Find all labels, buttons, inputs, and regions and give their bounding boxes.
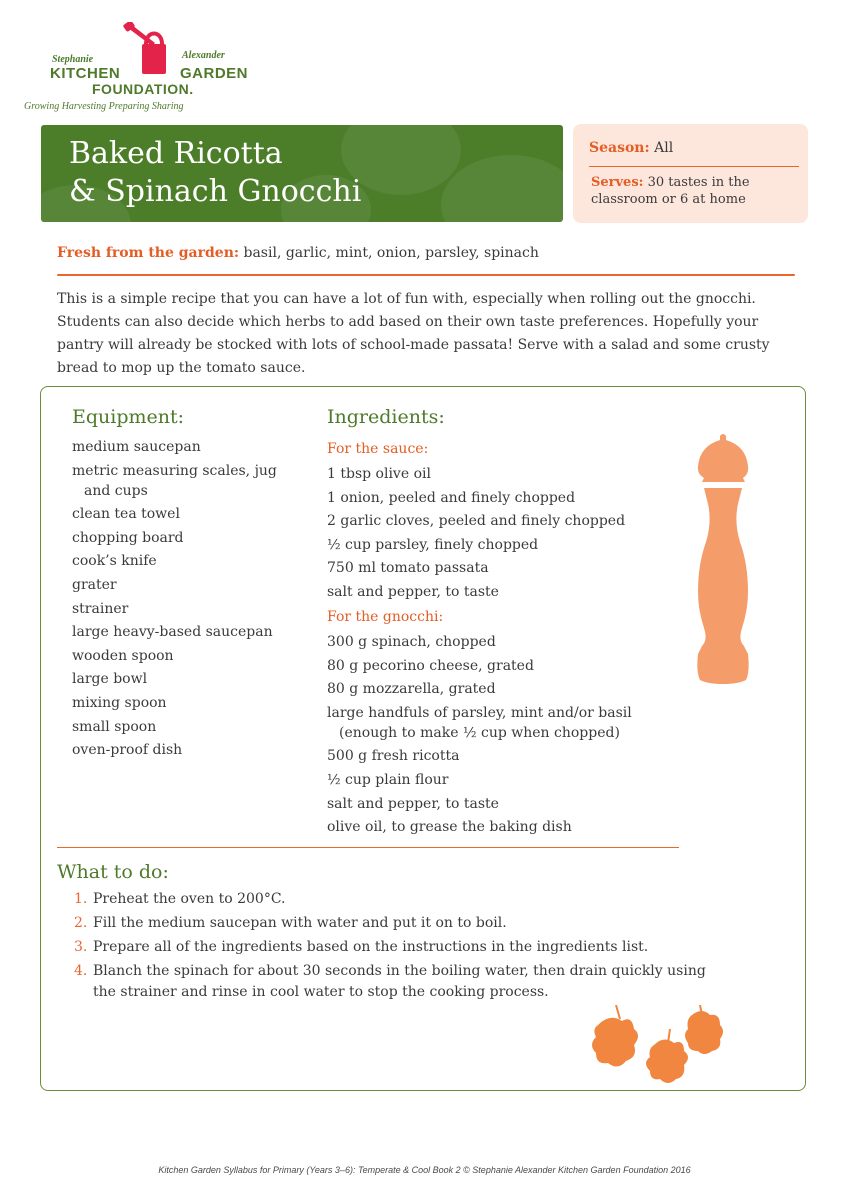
equipment-item-text: wooden spoon	[72, 647, 174, 664]
method-step	[74, 913, 714, 934]
step-number: 2.	[74, 915, 88, 931]
gnocchi-ingredient-text: 500 g fresh ricotta	[327, 748, 460, 765]
logo-tagline: Growing Harvesting Preparing Sharing	[24, 101, 184, 112]
equipment-item	[72, 622, 302, 642]
gnocchi-ingredient-text: 80 g pecorino cheese, grated	[327, 657, 534, 674]
pepper-grinder-icon	[688, 432, 758, 687]
gnocchi-ingredient	[327, 656, 687, 676]
logo-small-right: Alexander	[182, 50, 225, 61]
fresh-value: basil, garlic, mint, onion, parsley, spinach	[239, 245, 539, 261]
method-step	[74, 961, 714, 1003]
fresh-from-garden	[57, 245, 539, 261]
step-number: 1.	[74, 891, 88, 907]
equipment-item-text: clean tea towel	[72, 506, 180, 523]
step-number: 3.	[74, 939, 88, 955]
gnocchi-heading: For the gnocchi:	[327, 609, 444, 625]
equipment-item	[72, 669, 302, 689]
sauce-ingredient	[327, 488, 687, 508]
logo-garden: GARDEN	[180, 65, 249, 82]
season-serves-box	[573, 124, 808, 223]
gnocchi-ingredient-text: large handfuls of parsley, mint and/or basil	[327, 704, 632, 721]
equipment-item	[72, 599, 302, 619]
sauce-ingredient	[327, 511, 687, 531]
title-banner	[41, 125, 563, 222]
method-steps	[74, 889, 714, 1006]
recipe-title	[69, 135, 361, 211]
what-to-do-heading: What to do:	[57, 861, 169, 883]
method-step	[74, 889, 714, 910]
step-number: 4.	[74, 963, 88, 979]
gnocchi-ingredients-list	[327, 632, 687, 841]
equipment-item-text: large bowl	[72, 671, 148, 688]
gnocchi-ingredient-text: 300 g spinach, chopped	[327, 634, 496, 650]
sauce-ingredient-text: 1 tbsp olive oil	[327, 466, 431, 482]
serves-value: 30 tastes in the classroom or 6 at home	[591, 175, 750, 207]
sauce-ingredient-text: salt and pepper, to taste	[327, 583, 499, 600]
equipment-item-text: strainer	[72, 600, 129, 617]
gnocchi-ingredient	[327, 679, 687, 699]
equipment-item-text: grater	[72, 576, 117, 593]
step-text: Prepare all of the ingredients based on the instructions in the ingredients list.	[93, 939, 649, 955]
equipment-list	[72, 437, 302, 764]
ingredients-heading: Ingredients:	[327, 406, 445, 428]
serves-label: Serves:	[591, 175, 644, 190]
gnocchi-ingredient	[327, 794, 687, 814]
equipment-item	[72, 575, 302, 595]
equipment-item-text: mixing spoon	[72, 694, 167, 711]
fresh-label: Fresh from the garden:	[57, 245, 240, 261]
gnocchi-ingredient-text: ½ cup plain flour	[327, 771, 449, 788]
sauce-ingredient	[327, 535, 687, 555]
equipment-item	[72, 551, 302, 571]
equipment-item-text: metric measuring scales, jug	[72, 462, 277, 479]
equipment-item	[72, 437, 302, 457]
gnocchi-ingredient	[327, 817, 687, 837]
equipment-item-text: large heavy-based saucepan	[72, 624, 273, 641]
sauce-ingredient	[327, 464, 687, 484]
sauce-ingredients-list	[327, 464, 687, 606]
equipment-item	[72, 504, 302, 524]
gnocchi-ingredient	[327, 770, 687, 790]
season-label: Season:	[589, 140, 650, 156]
footer-copyright: Kitchen Garden Syllabus for Primary (Years 3–6): Temperate & Cool Book 2 © Stephanie Alexander Kitchen Garden Foundation 2016	[158, 1165, 691, 1175]
sauce-ingredient-text: 1 onion, peeled and finely chopped	[327, 489, 576, 506]
title-line-2: & Spinach Gnocchi	[69, 174, 362, 209]
title-line-1: Baked Ricotta	[69, 136, 283, 171]
equipment-item-text: chopping board	[72, 529, 184, 546]
step-text: Fill the medium saucepan with water and put it on to boil.	[93, 915, 507, 931]
step-text: Blanch the spinach for about 30 seconds in the boiling water, then drain quickly using the strainer and rinse in cool water to stop the cooking process.	[93, 963, 706, 1000]
sauce-ingredient-text: 2 garlic cloves, peeled and finely chopped	[327, 513, 626, 530]
equipment-item	[72, 717, 302, 737]
equipment-item-text: small spoon	[72, 718, 157, 735]
equipment-item	[72, 461, 302, 501]
equipment-heading: Equipment:	[72, 406, 185, 428]
equipment-item	[72, 528, 302, 548]
season-divider	[589, 166, 799, 167]
equipment-item	[72, 646, 302, 666]
gnocchi-ingredient-text: 80 g mozzarella, grated	[327, 681, 496, 698]
logo-foundation: FOUNDATION.	[92, 81, 194, 97]
logo-kitchen: KITCHEN	[50, 65, 121, 82]
method-step	[74, 937, 714, 958]
serves-line	[591, 174, 796, 208]
intro-paragraph: This is a simple recipe that you can have a lot of fun with, especially when rolling out the gnocchi. Students can also decide which herbs to add based on their own taste preferences. Hopefully your pantry will already be stocked with lots of school-made passata! Serve with a salad and some crusty bread to mop up the tomato sauce.	[57, 291, 770, 376]
sauce-ingredient-text: 750 ml tomato passata	[327, 560, 489, 577]
divider-line	[57, 274, 795, 276]
gnocchi-ingredient-text: olive oil, to grease the baking dish	[327, 819, 572, 836]
leaf-icon	[588, 1005, 728, 1090]
gnocchi-ingredient	[327, 746, 687, 766]
section-divider	[57, 847, 679, 848]
logo-small-left: Stephanie	[52, 54, 94, 65]
gnocchi-ingredient	[327, 632, 687, 652]
foundation-logo	[22, 18, 262, 118]
equipment-item-text: medium saucepan	[72, 439, 201, 455]
equipment-item-continuation: and cups	[84, 482, 148, 499]
gnocchi-ingredient-continuation: (enough to make ½ cup when chopped)	[339, 724, 620, 741]
sauce-ingredient-text: ½ cup parsley, finely chopped	[327, 536, 539, 553]
gnocchi-ingredient	[327, 703, 687, 743]
equipment-item	[72, 693, 302, 713]
step-text: Preheat the oven to 200°C.	[93, 891, 286, 907]
equipment-item-text: cook’s knife	[72, 553, 157, 570]
equipment-item-text: oven-proof dish	[72, 742, 183, 759]
season-line	[589, 140, 673, 156]
equipment-item	[72, 740, 302, 760]
sauce-ingredient	[327, 582, 687, 602]
sauce-heading: For the sauce:	[327, 441, 429, 457]
season-value: All	[649, 140, 674, 156]
sauce-ingredient	[327, 558, 687, 578]
gnocchi-ingredient-text: salt and pepper, to taste	[327, 795, 499, 812]
